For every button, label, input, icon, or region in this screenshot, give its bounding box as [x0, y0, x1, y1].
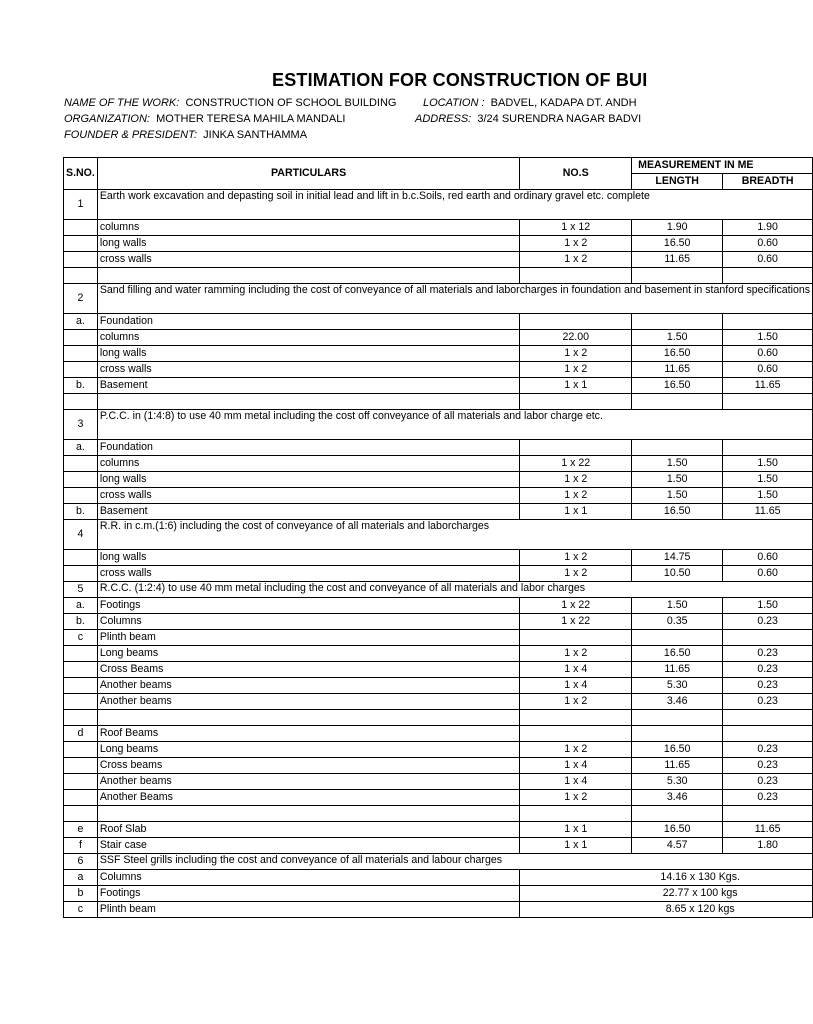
row-nos: 1 x 4 — [520, 678, 632, 694]
row-particular — [97, 710, 519, 726]
row-particular: Another beams — [97, 694, 519, 710]
row-sno — [64, 774, 98, 790]
row-particular: Footings — [97, 598, 519, 614]
table-row — [64, 472, 813, 488]
row-nos: 1 x 22 — [520, 456, 632, 472]
organization-label: ORGANIZATION: — [64, 113, 150, 125]
row-sno: 3 — [64, 410, 98, 440]
row-sno: b. — [64, 378, 98, 394]
row-particular: Stair case — [97, 838, 519, 854]
row-length: 16.50 — [632, 378, 723, 394]
location — [423, 97, 637, 109]
row-particular: long walls — [97, 236, 519, 252]
row-sno — [64, 694, 98, 710]
row-sno — [64, 456, 98, 472]
row-particular: Another beams — [97, 774, 519, 790]
table-row — [64, 330, 813, 346]
row-nos: 1 x 2 — [520, 742, 632, 758]
table-row — [64, 886, 813, 902]
row-nos: 1 x 12 — [520, 220, 632, 236]
table-row — [64, 598, 813, 614]
estimate-table-body — [64, 158, 813, 918]
row-sno — [64, 790, 98, 806]
row-nos: 1 x 2 — [520, 252, 632, 268]
table-row — [64, 582, 813, 598]
row-sno — [64, 662, 98, 678]
row-nos: 1 x 1 — [520, 838, 632, 854]
row-length: 16.50 — [632, 346, 723, 362]
table-row — [64, 774, 813, 790]
document-title: ESTIMATION FOR CONSTRUCTION OF BUI — [272, 70, 648, 90]
row-nos — [520, 268, 632, 284]
row-sno — [64, 220, 98, 236]
row-sno: c — [64, 902, 98, 918]
row-breadth: 0.23 — [723, 758, 813, 774]
row-sno: e — [64, 822, 98, 838]
row-sno — [64, 806, 98, 822]
row-nos: 1 x 22 — [520, 598, 632, 614]
row-length: 5.30 — [632, 774, 723, 790]
table-row — [64, 236, 813, 252]
table-row — [64, 790, 813, 806]
row-sno — [64, 362, 98, 378]
table-row — [64, 190, 813, 220]
row-breadth: 11.65 — [723, 822, 813, 838]
row-breadth — [723, 440, 813, 456]
row-merged-value: 14.16 x 130 Kgs. — [520, 870, 813, 886]
row-length: 1.50 — [632, 456, 723, 472]
row-sno: 5 — [64, 582, 98, 598]
row-nos — [520, 806, 632, 822]
row-length: 16.50 — [632, 822, 723, 838]
organization — [64, 113, 345, 125]
table-row — [64, 758, 813, 774]
row-sno — [64, 346, 98, 362]
row-length: 16.50 — [632, 742, 723, 758]
row-sno — [64, 646, 98, 662]
row-sno: 6 — [64, 854, 98, 870]
row-length: 1.90 — [632, 220, 723, 236]
row-breadth: 1.50 — [723, 472, 813, 488]
row-sno: 4 — [64, 520, 98, 550]
row-particular: Plinth beam — [97, 630, 519, 646]
row-sno — [64, 236, 98, 252]
row-length: 3.46 — [632, 790, 723, 806]
row-particular: cross walls — [97, 566, 519, 582]
row-length: 3.46 — [632, 694, 723, 710]
row-particular: long walls — [97, 346, 519, 362]
row-breadth: 1.90 — [723, 220, 813, 236]
founder-value: JINKA SANTHAMMA — [203, 129, 308, 141]
row-description: R.R. in c.m.(1:6) including the cost of conveyance of all materials and laborcharges — [97, 520, 812, 550]
row-description: Earth work excavation and depasting soil in initial lead and lift in b.c.Soils, red earth and ordinary gravel etc. complete — [97, 190, 812, 220]
row-sno: c — [64, 630, 98, 646]
row-particular: Another Beams — [97, 790, 519, 806]
row-length: 0.35 — [632, 614, 723, 630]
row-nos: 1 x 1 — [520, 378, 632, 394]
row-sno — [64, 394, 98, 410]
table-row — [64, 662, 813, 678]
table-row — [64, 806, 813, 822]
row-breadth: 1.50 — [723, 456, 813, 472]
table-row — [64, 504, 813, 520]
row-length: 14.75 — [632, 550, 723, 566]
row-particular: Footings — [97, 886, 519, 902]
table-row — [64, 346, 813, 362]
row-particular: columns — [97, 220, 519, 236]
row-particular: Foundation — [97, 314, 519, 330]
row-length — [632, 394, 723, 410]
row-particular: cross walls — [97, 488, 519, 504]
row-description: Sand filling and water ramming including the cost of conveyance of all materials and laborcharges in foundation and basement in stanford specifications — [97, 284, 812, 314]
location-label: LOCATION : — [423, 97, 485, 109]
header-measurement: MEASUREMENT IN ME — [632, 158, 813, 174]
row-length: 11.65 — [632, 362, 723, 378]
row-particular: Roof Beams — [97, 726, 519, 742]
row-breadth: 0.60 — [723, 362, 813, 378]
row-particular: Basement — [97, 378, 519, 394]
row-sno: a. — [64, 598, 98, 614]
row-breadth — [723, 394, 813, 410]
table-row — [64, 410, 813, 440]
header-breadth: BREADTH — [723, 174, 813, 190]
header-sno: S.NO. — [64, 158, 98, 190]
name-of-work-label: NAME OF THE WORK: — [64, 97, 180, 109]
row-particular: long walls — [97, 472, 519, 488]
row-particular: long walls — [97, 550, 519, 566]
table-row — [64, 870, 813, 886]
row-description: R.C.C. (1:2:4) to use 40 mm metal including the cost and conveyance of all materials and labor charges — [97, 582, 812, 598]
address — [415, 113, 641, 125]
row-length: 1.50 — [632, 488, 723, 504]
row-particular: Foundation — [97, 440, 519, 456]
row-particular — [97, 806, 519, 822]
row-sno: a. — [64, 314, 98, 330]
row-sno: d — [64, 726, 98, 742]
row-particular: Columns — [97, 870, 519, 886]
row-length: 16.50 — [632, 236, 723, 252]
row-breadth: 0.23 — [723, 662, 813, 678]
table-row — [64, 252, 813, 268]
row-nos: 1 x 4 — [520, 774, 632, 790]
row-sno — [64, 742, 98, 758]
row-breadth: 1.50 — [723, 488, 813, 504]
table-row — [64, 822, 813, 838]
row-length: 16.50 — [632, 646, 723, 662]
row-particular: Cross Beams — [97, 662, 519, 678]
table-row — [64, 630, 813, 646]
row-sno — [64, 550, 98, 566]
table-row — [64, 566, 813, 582]
row-sno: 2 — [64, 284, 98, 314]
row-breadth: 0.60 — [723, 346, 813, 362]
row-particular: Plinth beam — [97, 902, 519, 918]
table-row — [64, 614, 813, 630]
row-sno — [64, 678, 98, 694]
table-row — [64, 726, 813, 742]
table-row — [64, 742, 813, 758]
row-particular — [97, 268, 519, 284]
row-length: 11.65 — [632, 252, 723, 268]
row-length: 10.50 — [632, 566, 723, 582]
table-row — [64, 488, 813, 504]
table-row — [64, 902, 813, 918]
row-sno: b. — [64, 614, 98, 630]
table-row — [64, 284, 813, 314]
table-row — [64, 456, 813, 472]
row-nos — [520, 394, 632, 410]
row-breadth: 1.50 — [723, 330, 813, 346]
row-length: 1.50 — [632, 472, 723, 488]
row-length — [632, 726, 723, 742]
founder-label: FOUNDER & PRESIDENT: — [64, 129, 198, 141]
row-sno — [64, 758, 98, 774]
header-length: LENGTH — [632, 174, 723, 190]
row-particular — [97, 394, 519, 410]
row-breadth: 0.23 — [723, 742, 813, 758]
table-row — [64, 394, 813, 410]
row-sno: a — [64, 870, 98, 886]
row-breadth: 0.60 — [723, 252, 813, 268]
row-nos: 1 x 2 — [520, 694, 632, 710]
row-sno: b — [64, 886, 98, 902]
table-row — [64, 378, 813, 394]
row-length — [632, 440, 723, 456]
table-row — [64, 710, 813, 726]
row-particular: cross walls — [97, 252, 519, 268]
row-nos: 1 x 2 — [520, 346, 632, 362]
name-of-work-value: CONSTRUCTION OF SCHOOL BUILDING — [185, 97, 397, 109]
row-nos: 1 x 2 — [520, 550, 632, 566]
row-breadth — [723, 726, 813, 742]
row-particular: Long beams — [97, 742, 519, 758]
table-row — [64, 220, 813, 236]
header-nos: NO.S — [520, 158, 632, 190]
name-of-work — [64, 97, 397, 109]
row-breadth: 11.65 — [723, 504, 813, 520]
row-sno: f — [64, 838, 98, 854]
row-length: 1.50 — [632, 330, 723, 346]
row-sno: 1 — [64, 190, 98, 220]
row-nos: 1 x 2 — [520, 236, 632, 252]
row-breadth — [723, 314, 813, 330]
row-sno — [64, 566, 98, 582]
row-nos — [520, 630, 632, 646]
row-length: 4.57 — [632, 838, 723, 854]
row-sno — [64, 472, 98, 488]
row-nos — [520, 710, 632, 726]
row-length — [632, 806, 723, 822]
row-breadth: 0.23 — [723, 614, 813, 630]
table-row — [64, 362, 813, 378]
row-description: SSF Steel grills including the cost and conveyance of all materials and labour charges — [97, 854, 812, 870]
table-row — [64, 550, 813, 566]
row-nos: 1 x 2 — [520, 790, 632, 806]
row-nos: 1 x 2 — [520, 646, 632, 662]
row-nos — [520, 440, 632, 456]
row-breadth: 0.60 — [723, 566, 813, 582]
row-breadth: 0.60 — [723, 236, 813, 252]
row-length: 11.65 — [632, 758, 723, 774]
row-nos: 1 x 1 — [520, 822, 632, 838]
row-sno: b. — [64, 504, 98, 520]
row-breadth — [723, 268, 813, 284]
row-nos: 1 x 22 — [520, 614, 632, 630]
header-particulars: PARTICULARS — [97, 158, 519, 190]
table-row — [64, 678, 813, 694]
row-particular: Columns — [97, 614, 519, 630]
row-particular: columns — [97, 330, 519, 346]
row-nos: 1 x 1 — [520, 504, 632, 520]
row-length — [632, 268, 723, 284]
row-particular: Basement — [97, 504, 519, 520]
table-row — [64, 838, 813, 854]
row-nos: 1 x 2 — [520, 566, 632, 582]
row-length: 5.30 — [632, 678, 723, 694]
table-row — [64, 694, 813, 710]
table-row — [64, 520, 813, 550]
row-length — [632, 710, 723, 726]
row-breadth — [723, 710, 813, 726]
row-particular: Roof Slab — [97, 822, 519, 838]
row-particular: columns — [97, 456, 519, 472]
row-breadth: 1.50 — [723, 598, 813, 614]
row-particular: Long beams — [97, 646, 519, 662]
table-row — [64, 440, 813, 456]
header-row — [64, 158, 813, 174]
row-sno — [64, 488, 98, 504]
address-value: 3/24 SURENDRA NAGAR BADVI — [477, 113, 642, 125]
row-length: 11.65 — [632, 662, 723, 678]
row-nos: 1 x 4 — [520, 662, 632, 678]
row-sno — [64, 268, 98, 284]
row-nos: 1 x 4 — [520, 758, 632, 774]
row-length — [632, 314, 723, 330]
row-merged-value: 8.65 x 120 kgs — [520, 902, 813, 918]
row-nos — [520, 726, 632, 742]
row-length: 1.50 — [632, 598, 723, 614]
organization-value: MOTHER TERESA MAHILA MANDALI — [156, 113, 346, 125]
row-sno — [64, 252, 98, 268]
row-breadth: 0.23 — [723, 678, 813, 694]
row-breadth: 11.65 — [723, 378, 813, 394]
row-nos: 1 x 2 — [520, 472, 632, 488]
founder — [64, 129, 307, 141]
row-description: P.C.C. in (1:4:8) to use 40 mm metal including the cost off conveyance of all materials and labor charge etc. — [97, 410, 812, 440]
row-particular: Another beams — [97, 678, 519, 694]
table-row — [64, 268, 813, 284]
row-nos — [520, 314, 632, 330]
row-breadth — [723, 630, 813, 646]
table-row — [64, 314, 813, 330]
row-sno: a. — [64, 440, 98, 456]
row-breadth: 1.80 — [723, 838, 813, 854]
row-length — [632, 630, 723, 646]
row-length: 16.50 — [632, 504, 723, 520]
row-breadth: 0.23 — [723, 774, 813, 790]
row-breadth: 0.60 — [723, 550, 813, 566]
row-sno — [64, 330, 98, 346]
row-breadth: 0.23 — [723, 790, 813, 806]
row-nos: 1 x 2 — [520, 362, 632, 378]
table-row — [64, 646, 813, 662]
row-sno — [64, 710, 98, 726]
row-particular: cross walls — [97, 362, 519, 378]
table-row — [64, 854, 813, 870]
row-nos: 22.00 — [520, 330, 632, 346]
row-merged-value: 22.77 x 100 kgs — [520, 886, 813, 902]
row-breadth: 0.23 — [723, 646, 813, 662]
estimate-table — [63, 157, 813, 918]
row-particular: Cross beams — [97, 758, 519, 774]
row-breadth: 0.23 — [723, 694, 813, 710]
row-nos: 1 x 2 — [520, 488, 632, 504]
row-breadth — [723, 806, 813, 822]
address-label: ADDRESS: — [415, 113, 472, 125]
location-value: BADVEL, KADAPA DT. ANDH — [490, 97, 637, 109]
